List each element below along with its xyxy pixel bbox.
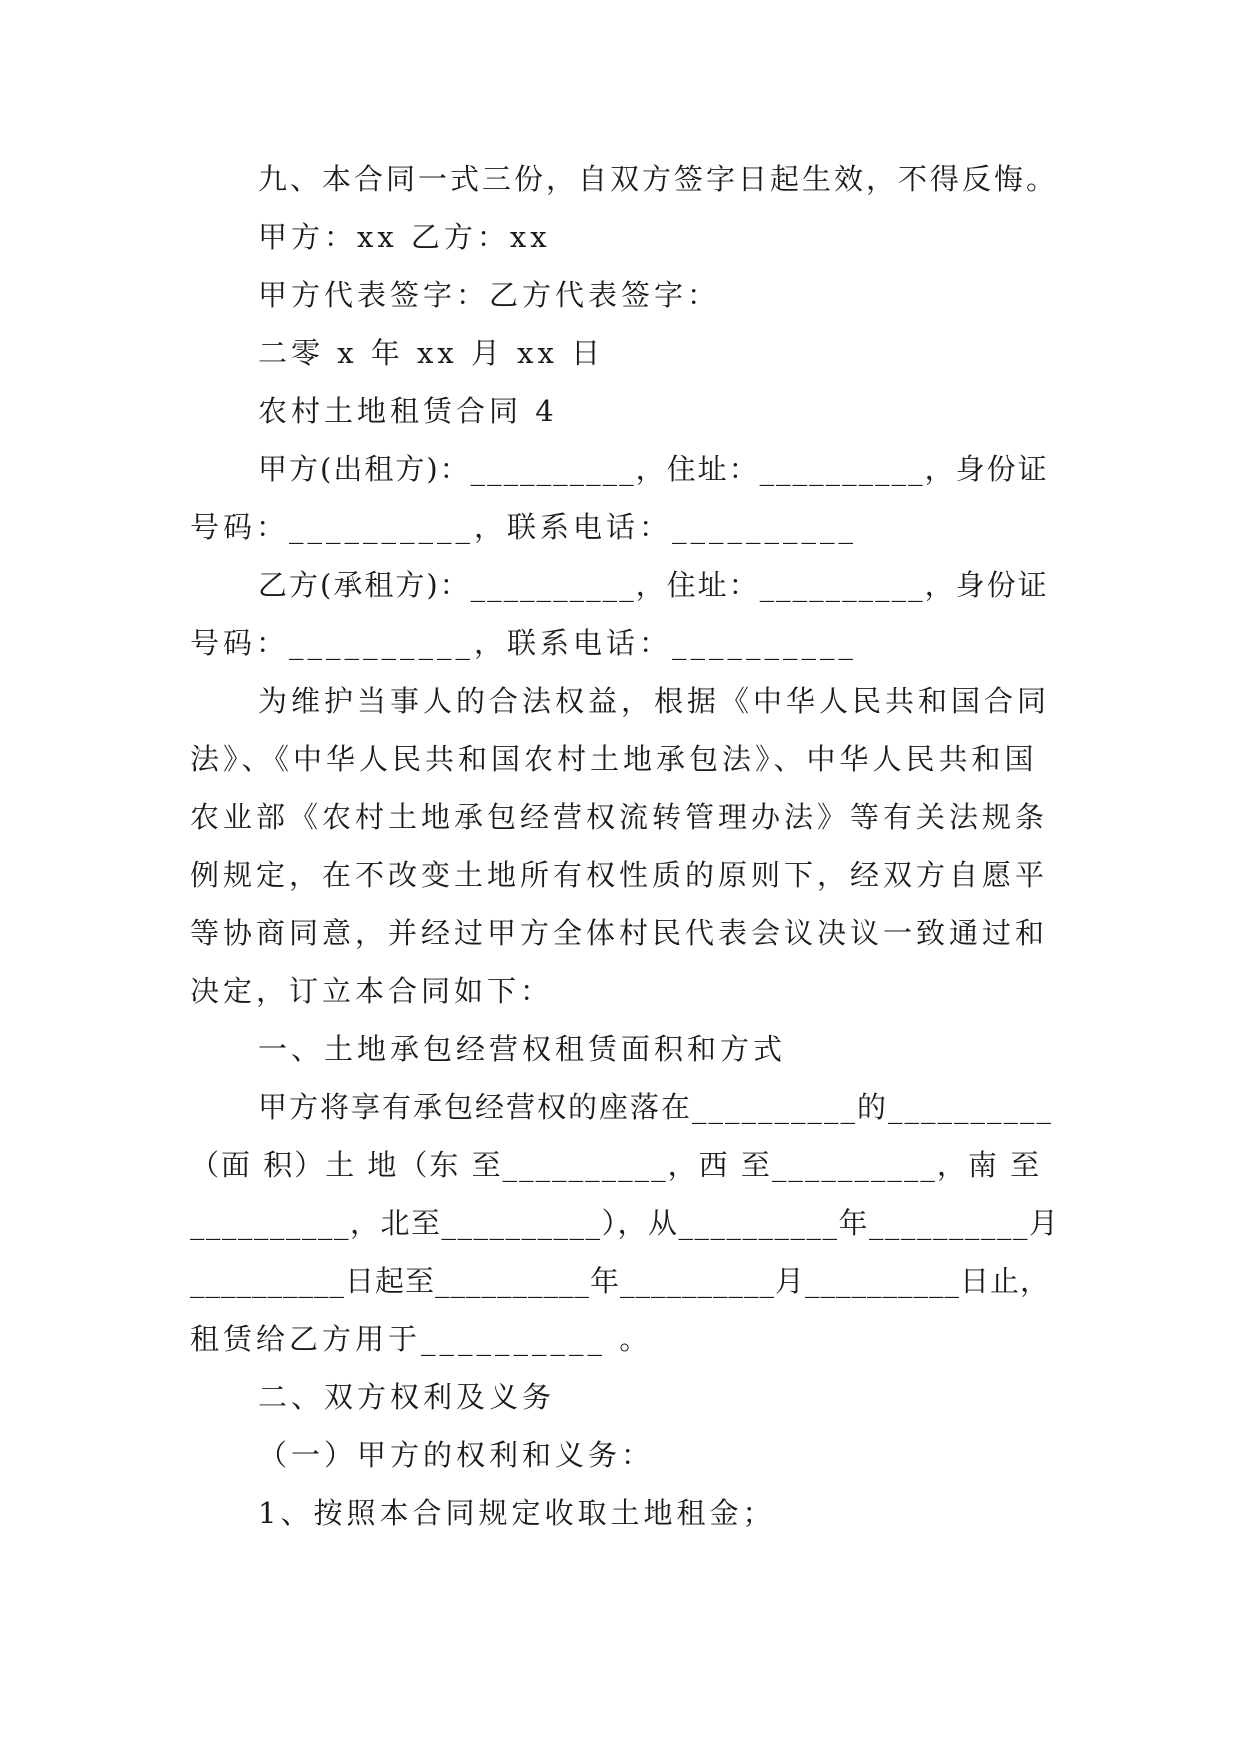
clause-nine: 九、本合同一式三份，自双方签字日起生效，不得反悔。 (258, 162, 1059, 196)
section-one-line-5: 租赁给乙方用于__________ 。 (190, 1322, 653, 1356)
parties-line: 甲方：xx 乙方：xx (258, 220, 551, 254)
party-b-info-line-2: 号码：__________，联系电话：__________ (190, 626, 858, 660)
party-a-info-line-1: 甲方(出租方)：__________，住址：__________，身份证 (258, 452, 1049, 486)
section-two-heading: 二、双方权利及义务 (258, 1380, 556, 1414)
date-line: 二零 x 年 xx 月 xx 日 (258, 336, 605, 370)
preamble-line-2: 法》、《中华人民共和国农村土地承包法》、中华人民共和国 (190, 742, 1038, 776)
subsection-one-heading: （一）甲方的权利和义务： (258, 1438, 655, 1472)
party-a-info-line-2: 号码：__________，联系电话：__________ (190, 510, 858, 544)
contract-title: 农村土地租赁合同 4 (258, 394, 558, 428)
item-one: 1、按照本合同规定收取土地租金； (258, 1496, 776, 1530)
preamble-line-3: 农业部《农村土地承包经营权流转管理办法》等有关法规条 (190, 800, 1049, 834)
preamble-line-5: 等协商同意，并经过甲方全体村民代表会议决议一致通过和 (190, 916, 1049, 950)
section-one-line-2: （面 积）土 地（东 至__________，西 至__________，南 至 (190, 1148, 1042, 1182)
section-one-line-1: 甲方将享有承包经营权的座落在__________的__________ (258, 1090, 1054, 1124)
section-one-line-4: __________日起至__________年__________月__________日止， (190, 1264, 1051, 1298)
section-one-line-3: __________，北至__________），从__________年__________月 (190, 1206, 1060, 1240)
party-b-info-line-1: 乙方(承租方)：__________，住址：__________，身份证 (258, 568, 1049, 602)
signature-line: 甲方代表签字：乙方代表签字： (258, 278, 721, 312)
document-page (190, 150, 1060, 1542)
preamble-line-4: 例规定，在不改变土地所有权性质的原则下，经双方自愿平 (190, 858, 1049, 892)
preamble-line-6: 决定，订立本合同如下： (190, 974, 554, 1008)
preamble-line-1: 为维护当事人的合法权益，根据《中华人民共和国合同 (258, 684, 1051, 718)
section-one-heading: 一、土地承包经营权租赁面积和方式 (258, 1032, 787, 1066)
